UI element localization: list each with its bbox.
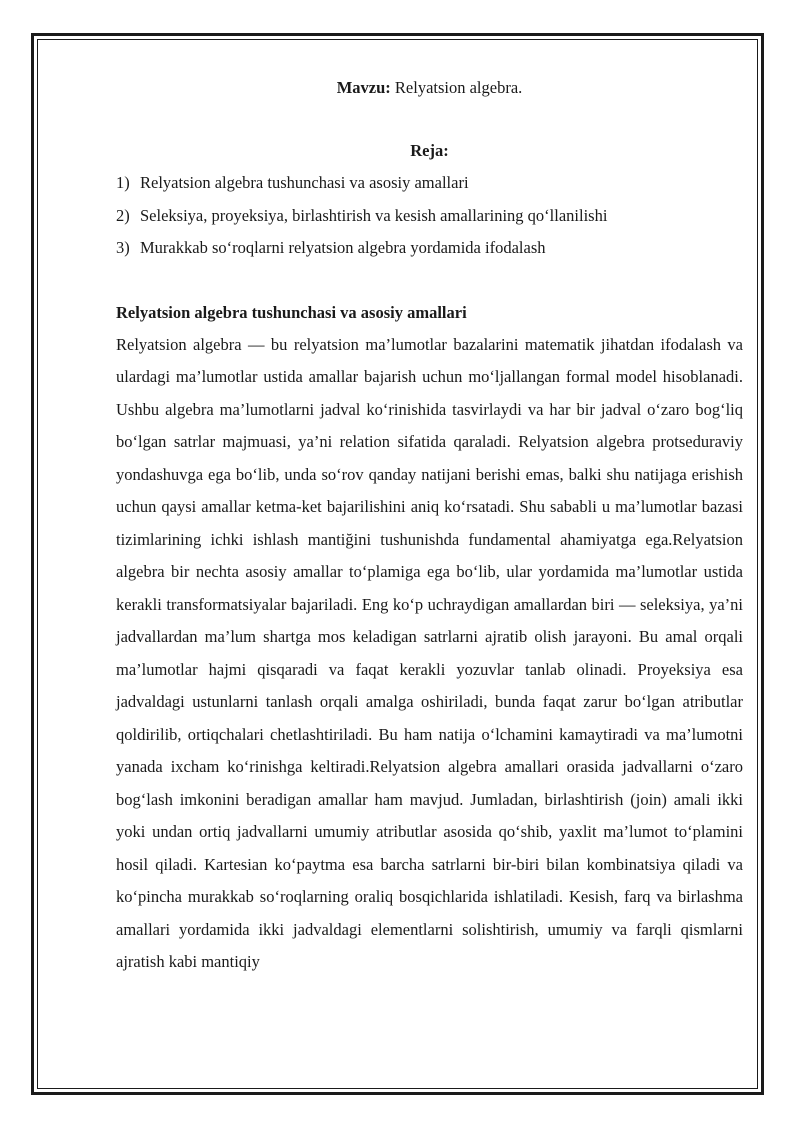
document-page <box>116 72 743 979</box>
plan-list <box>116 167 743 265</box>
plan-item-text: Seleksiya, proyeksiya, birlashtirish va kesish amallarining qo‘llanilishi <box>140 205 608 225</box>
plan-item-number: 3) <box>116 238 130 257</box>
plan-item <box>116 232 743 265</box>
section-body: Relyatsion algebra — bu relyatsion ma’lumotlar bazalarini matematik jihatdan ifodalash va ulardagi ma’lumotlar ustida amallar bajarish uchun mo‘ljallangan formal model hisoblanadi. Ushbu algebra ma’lumotlarni jadval ko‘rinishida tasvirlaydi va har bir jadval o‘zaro bog‘liq bo‘lgan satrlar majmuasi, ya’ni relation sifatida qaraladi. Relyatsion algebra protseduraviy yondashuvga ega bo‘lib, unda so‘rov qanday natijani berishi emas, balki shu natijaga erishish uchun qaysi amallar ketma-ket bajarilishini aniq ko‘rsatadi. Shu sababli u ma’lumotlar bazasi tizimlarining ichki ishlash mantiğini tushunishda fundamental ahamiyatga ega.Relyatsion algebra bir nechta asosiy amallar to‘plamiga ega bo‘lib, ular yordamida ma’lumotlar ustida kerakli transformatsiyalar bajariladi. Eng ko‘p uchraydigan amallardan biri — seleksiya, ya’ni jadvallardan ma’lum shartga mos keladigan satrlarni ajratib olish jarayoni. Bu amal orqali ma’lumotlar hajmi qisqaradi va faqat kerakli yozuvlar tanlab olinadi. Proyeksiya esa jadvaldagi ustunlarni tanlash orqali amalga oshiriladi, bunda faqat zarur bo‘lgan atributlar qoldirilib, ortiqchalari chetlashtiriladi. Bu ham natija o‘lchamini kamaytiradi va ma’lumotni yanada ixcham ko‘rinishga keltiradi.Relyatsion algebra amallari orasida jadvallarni o‘zaro bog‘lash imkonini beradigan amallar ham mavjud. Jumladan, birlashtirish (join) amali ikki yoki undan ortiq jadvallarni umumiy atributlar asosida qo‘shib, yaxlit ma’lumot to‘plamini hosil qiladi. Kartesian ko‘paytma esa barcha satrlarni bir-biri bilan kombinatsiya qiladi va ko‘pincha murakkab so‘roqlarning oraliq bosqichlarida ishlatiladi. Kesish, farq va birlashma amallari yordamida ikki jadvaldagi elementlarni solishtirish, umumiy va farqli qismlarni ajratish kabi mantiqiy <box>116 334 743 971</box>
plan-item-number: 2) <box>116 205 130 225</box>
topic-line <box>116 72 743 104</box>
plan-title: Reja: <box>410 141 449 160</box>
topic-text: Relyatsion algebra. <box>390 78 523 97</box>
plan-item <box>116 167 743 200</box>
topic-label: Mavzu: <box>336 78 391 97</box>
plan-item-text: Murakkab so‘roqlarni relyatsion algebra yordamida ifodalash <box>140 238 546 257</box>
plan-item <box>116 200 743 233</box>
section-heading: Relyatsion algebra tushunchasi va asosiy amallari <box>116 302 467 322</box>
plan-item-text: Relyatsion algebra tushunchasi va asosiy amallari <box>140 173 469 192</box>
plan-item-number: 1) <box>116 173 130 192</box>
